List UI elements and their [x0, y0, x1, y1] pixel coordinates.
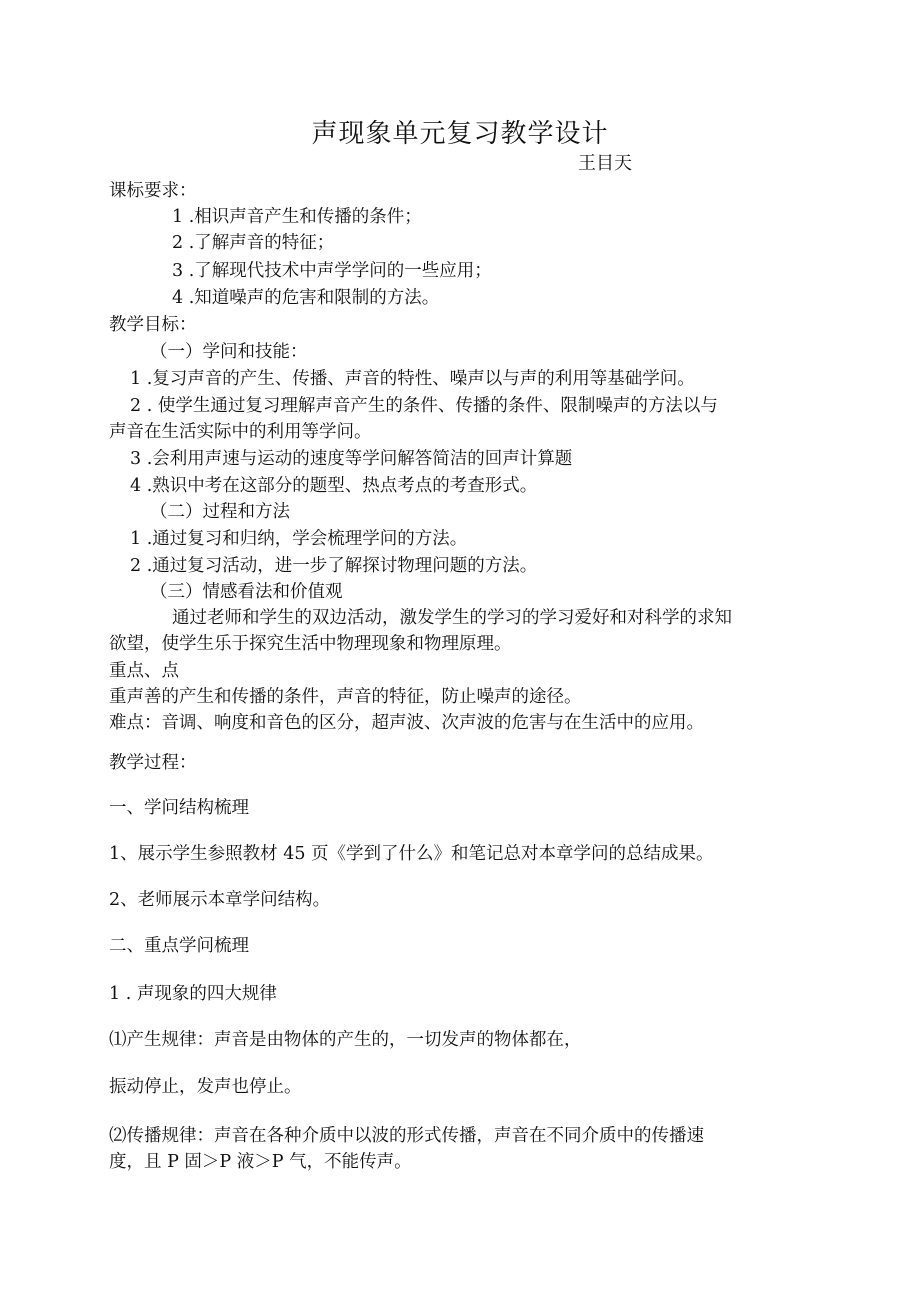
section1-item: 1 .复习声音的产生、传播、声音的特性、噪声以与声的利用等基础学问。: [130, 369, 695, 389]
curriculum-item: 4 .知道噪声的危害和限制的方法。: [172, 288, 440, 308]
process-heading: 教学过程：: [109, 753, 197, 773]
section3-heading: （三）情感看法和价值观: [150, 582, 343, 602]
rule1-line: ⑴产生规律：声音是由物体的产生的，一切发声的物体都在，: [109, 1030, 582, 1050]
keypoints-heading: 重点、点: [109, 661, 179, 681]
section2-heading: （二）过程和方法: [150, 502, 290, 522]
curriculum-heading: 课标要求：: [109, 181, 197, 201]
section2-item: 1 .通过复习和归纳，学会梳理学问的方法。: [130, 529, 468, 549]
section3-paragraph: 通过老师和学生的双边活动，激发学生的学习的学习爱好和对科学的求知: [172, 608, 732, 628]
section2-item: 2 .通过复习活动，进一步了解探讨物理问题的方法。: [130, 556, 538, 576]
part1-heading: 一、学问结构梳理: [109, 798, 249, 818]
difficulty-text: 难点：音调、响度和音色的区分，超声波、次声波的危害与在生活中的应用。: [109, 713, 704, 733]
rule2-line: ⑵传播规律：声音在各种介质中以波的形式传播，声音在不同介质中的传播速: [109, 1126, 704, 1146]
part2-heading: 二、重点学问梳理: [109, 936, 249, 956]
curriculum-item: 2 .了解声音的特征；: [172, 233, 335, 253]
objectives-heading: 教学目标：: [109, 315, 197, 335]
section1-item: 2 . 使学生通过复习理解声音产生的条件、传播的条件、限制噪声的方法以与: [130, 396, 718, 416]
curriculum-item: 3 .了解现代技术中声学学问的一些应用；: [172, 261, 492, 281]
keypoints-text: 重声善的产生和传播的条件，声音的特征，防止噪声的途径。: [109, 687, 582, 707]
curriculum-item: 1 .相识声音产生和传播的条件；: [172, 207, 422, 227]
document-author: 王目天: [578, 153, 632, 174]
part1-item: 1、展示学生参照教材 45 页《学到了什么》和笔记总对本章学问的总结成果。: [109, 844, 714, 864]
document-title: 声现象单元复习教学设计: [311, 119, 609, 149]
section3-paragraph-continued: 欲望，使学生乐于探究生活中物理现象和物理原理。: [109, 634, 512, 654]
section1-item-continued: 声音在生活实际中的利用等学问。: [109, 422, 372, 442]
section1-item: 4 .熟识中考在这部分的题型、热点考点的考查形式。: [130, 476, 538, 496]
rule2-line-continued: 度，且 P 固＞P 液＞P 气，不能传声。: [109, 1152, 412, 1172]
section1-item: 3 .会利用声速与运动的速度等学问解答简洁的回声计算题: [130, 449, 573, 469]
rule1-line-continued: 振动停止，发声也停止。: [109, 1077, 302, 1097]
part1-item: 2、老师展示本章学问结构。: [109, 890, 331, 910]
part2-subheading: 1 . 声现象的四大规律: [109, 984, 277, 1004]
section1-heading: （一）学问和技能：: [150, 342, 308, 362]
